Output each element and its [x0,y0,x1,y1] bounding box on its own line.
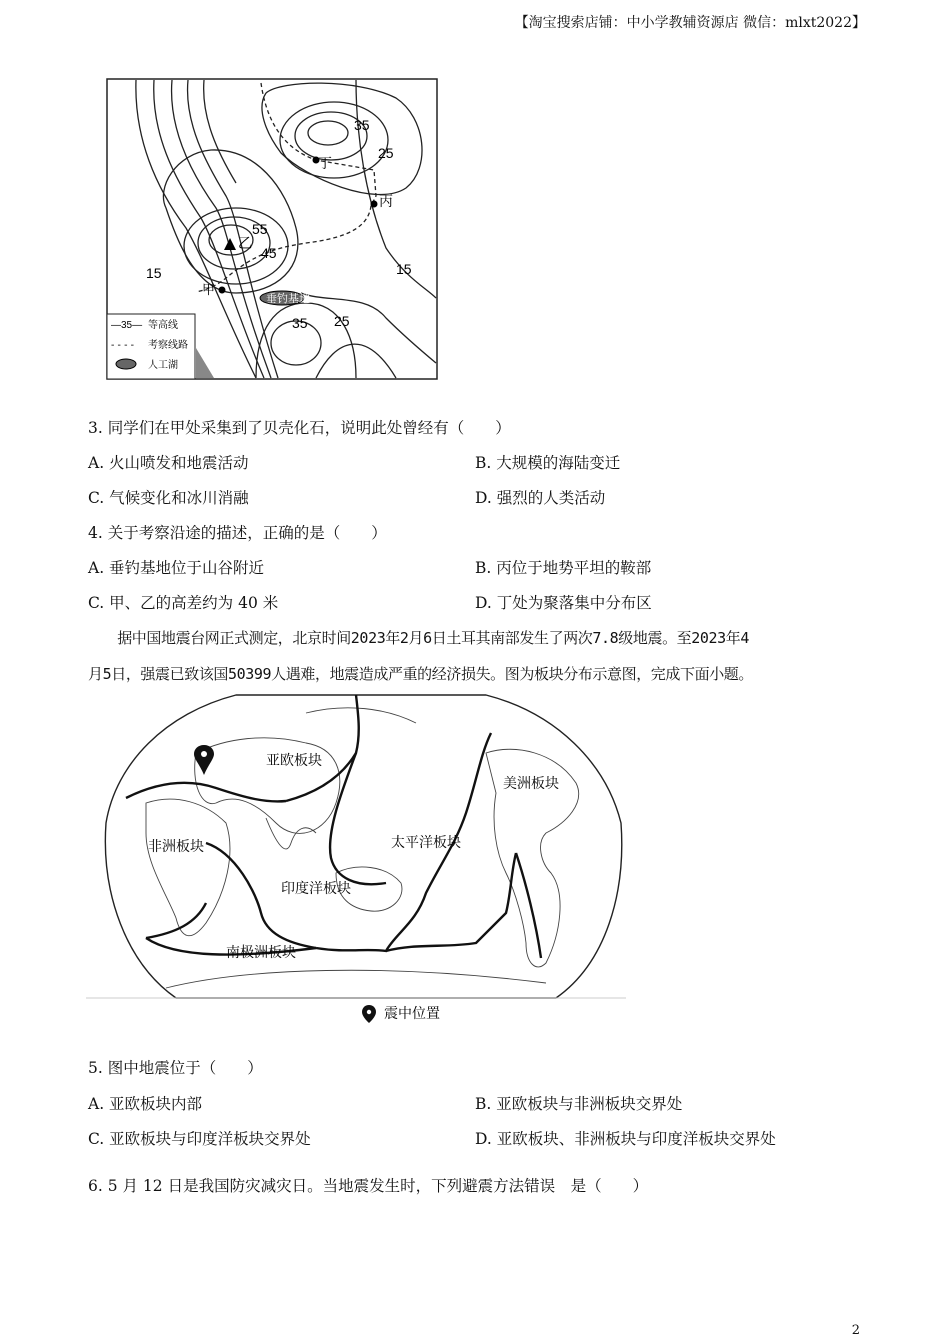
legend-contour-label: 等高线 [148,320,178,331]
lake-icon [116,359,136,369]
legend-lake-label: 人工湖 [148,360,178,371]
contour-label: 35 [354,117,370,133]
contour-label: 45 [261,245,277,261]
q3-option-b: B. 大规模的海陆变迁 [475,454,621,472]
q5-option-c: C. 亚欧板块与印度洋板块交界处 [88,1130,311,1148]
q4-option-c: C. 甲、乙的高差约为 40 米 [88,594,279,612]
q3-option-a: A. 火山喷发和地震活动 [88,454,249,472]
contour-label: 15 [146,265,162,281]
contour-label: 35 [292,315,308,331]
q5-option-b: B. 亚欧板块与非洲板块交界处 [475,1095,683,1113]
lake-label: 垂钓基地 [266,292,310,305]
plate-label-eurasian: 亚欧板块 [266,753,322,769]
q5-stem: 5. 图中地震位于（ ） [88,1059,263,1077]
point-label-bing: 丙 [379,194,393,210]
point-label-yi: 乙 [238,236,252,252]
q4-option-b: B. 丙位于地势平坦的鞍部 [475,559,652,577]
legend-epicenter-icon [362,1005,376,1023]
contour-label: 55 [252,221,268,237]
q4-stem: 4. 关于考察沿途的描述，正确的是（ ） [88,524,387,542]
plate-map [86,693,626,1023]
plate-label-antarctic: 南极洲板块 [226,945,296,961]
q5-option-a: A. 亚欧板块内部 [88,1095,203,1113]
plate-label-african: 非洲板块 [148,839,204,855]
point-label-ding: 丁 [318,156,332,172]
q3-stem: 3. 同学们在甲处采集到了贝壳化石，说明此处曾经有（ ） [88,419,511,437]
passage-line-1: 据中国地震台网正式测定，北京时间2023年2月6日土耳其南部发生了两次7.8级地震。至2023年4 [88,629,750,647]
contour-label: 25 [378,145,394,161]
legend-contour-symbol: —35— [111,320,143,331]
q3-option-c: C. 气候变化和冰川消融 [88,489,249,507]
q4-option-a: A. 垂钓基地位于山谷附近 [88,559,265,577]
passage-line-2: 月5日，强震已致该国50399人遇难，地震造成严重的经济损失。图为板块分布示意图，完成下面小题。 [88,665,753,683]
point-label-jia: 甲 [202,283,216,298]
plate-label-indian-ocean: 印度洋板块 [281,881,351,897]
legend-route-symbol: - - - - [111,340,135,351]
q6-stem: 6. 5 月 12 日是我国防灾减灾日。当地震发生时，下列避震方法错误 是（ ） [88,1177,649,1195]
q4-option-d: D. 丁处为聚落集中分布区 [475,594,652,612]
q3-option-d: D. 强烈的人类活动 [475,489,606,507]
page-header: 【淘宝搜索店铺：中小学教辅资源店 微信：mlxt2022】 [514,15,866,31]
plate-label-pacific: 太平洋板块 [391,835,461,851]
page-number: 2 [851,1323,860,1338]
legend-route-label: 考察线路 [148,340,188,351]
contour-label: 15 [396,261,412,277]
contour-label: 25 [334,313,350,329]
legend-epicenter-label: 震中位置 [384,1006,440,1022]
contour-map [106,78,438,380]
plate-label-american: 美洲板块 [503,776,559,792]
q5-option-d: D. 亚欧板块、非洲板块与印度洋板块交界处 [475,1130,776,1148]
